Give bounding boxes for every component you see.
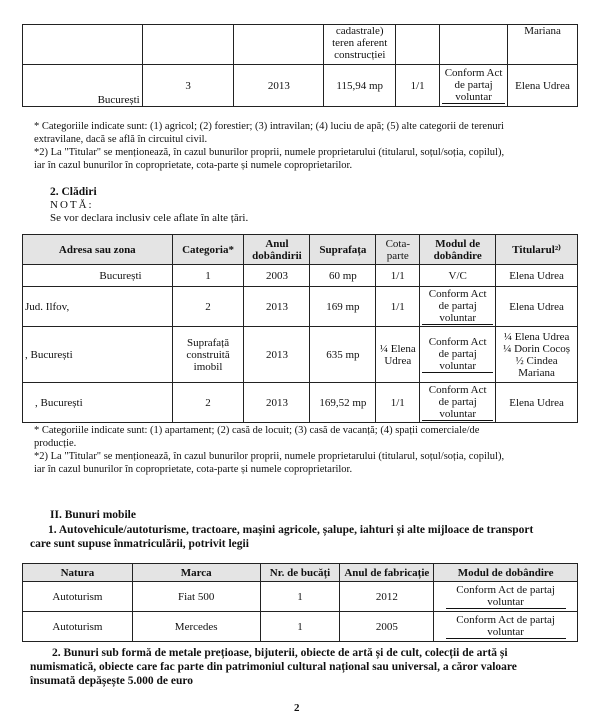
header-modul: Modul de dobândire [434,564,578,582]
footnote-land: * Categoriile indicate sunt: (1) agricol; (2) forestier; (3) intravilan; (4) luciu de apă; (5) alte categorii de terenuri extravilane, dacă se află în circuitul civil. *2) La "Titular" se menționează, în cazul bunurilor proprii, numele proprietarului (titularul, soțul/soția, copilul), iar în cazul bunurilor în coproprietate, cota-parte și numele coproprietarilor. [34,121,505,171]
cell-cota: 1/1 [376,265,420,287]
cell-adresa: București [23,265,173,287]
footnote-buildings: * Categoriile indicate sunt: (1) apartament; (2) casă de locuit; (3) casă de vacanță; (4) spații comerciale/de producție. *2) La "Titular" se menționează, în cazul bunurilor proprii, numele proprietarului (titularul, soțul/soția, copilul), iar în cazul bunurilor în coproprietate, cota-parte și numele coproprietarilor. [34,425,505,475]
cell-categoria: 3 [142,65,234,107]
cell-modul: V/C [420,265,496,287]
cell-suprafata: 635 mp [310,327,376,383]
land-table-continuation [22,24,578,107]
table-row [23,383,578,423]
cell-cota: 1/1 [396,65,440,107]
cell-modul: Conform Act de partaj voluntar [440,65,508,107]
cell-cota: 1/1 [376,287,420,327]
cell-categoria [142,25,234,65]
table-header-row [23,564,578,582]
cell-modul: Conform Act de partaj voluntar [434,612,578,642]
cell-titular: ¼ Elena Udrea ¼ Dorin Cocoș ½ Cindea Mariana [496,327,578,383]
cell-anul: 2005 [340,612,434,642]
table-row [23,287,578,327]
cell-categoria: 1 [172,265,244,287]
cell-suprafata: 169,52 mp [310,383,376,423]
cell-anul: 2003 [244,265,310,287]
page-number: 2 [294,702,300,714]
cell-suprafata: 115,94 mp [324,65,396,107]
header-categoria: Categoria* [172,235,244,265]
table-row [23,612,578,642]
cell-nr: 1 [260,582,340,612]
header-natura: Natura [23,564,133,582]
cell-cota [396,25,440,65]
section-title-bunuri-mobile: II. Bunuri mobile [50,509,136,521]
cell-titular: Elena Udrea [496,265,578,287]
cell-cota: 1/1 [376,383,420,423]
cell-titular: Elena Udrea [496,287,578,327]
table-row [23,265,578,287]
cell-categoria: Suprafață construită imobil [172,327,244,383]
nota-label: NOTĂ: [50,199,94,211]
header-marca: Marca [132,564,260,582]
table-row [23,25,578,65]
cell-suprafata: cadastrale) teren aferent construcției [324,25,396,65]
cell-natura: Autoturism [23,612,133,642]
header-anul-fabricatie: Anul de fabricație [340,564,434,582]
cell-adresa: , București [23,327,173,383]
header-suprafata: Suprafața [310,235,376,265]
cell-anul: 2013 [244,287,310,327]
cell-cota: ¼ Elena Udrea [376,327,420,383]
cell-marca: Fiat 500 [132,582,260,612]
cell-anul: 2013 [244,383,310,423]
cell-suprafata: 169 mp [310,287,376,327]
cell-adresa: , București [23,383,173,423]
subsection-title-bunuri-pretioase: 2. Bunuri sub formă de metale prețioase, bijuterii, obiecte de artă și de cult, colecții de artă și numismatică, obiecte care fac parte din patrimoniul cultural național sau universal, a căror valoare însumată depășește 5.000 de euro [30,647,517,687]
cell-modul [440,25,508,65]
table-header-row [23,235,578,265]
cell-anul: 2013 [234,65,324,107]
cell-modul: Conform Act de partaj voluntar [420,383,496,423]
cell-modul: Conform Act de partaj voluntar [420,327,496,383]
cell-titular: Elena Udrea [508,65,578,107]
table-row [23,327,578,383]
cell-modul: Conform Act de partaj voluntar [420,287,496,327]
header-anul: Anul dobândirii [244,235,310,265]
cell-marca: Mercedes [132,612,260,642]
cell-categoria: 2 [172,383,244,423]
cell-titular: Elena Udrea [496,383,578,423]
cell-categoria: 2 [172,287,244,327]
cell-nr: 1 [260,612,340,642]
cell-anul [234,25,324,65]
header-modul: Modul de dobândire [420,235,496,265]
subsection-title-autovehicule: 1. Autovehicule/autoturisme, tractoare, mașini agricole, șalupe, iahturi și alte mijloace de transport care sunt supuse înmatriculării, potrivit legii [30,524,534,550]
cell-suprafata: 60 mp [310,265,376,287]
table-row [23,65,578,107]
cell-titular: Mariana [508,25,578,65]
section-title-cladiri: 2. Clădiri [50,186,97,198]
nota-text: Se vor declara inclusiv cele aflate în alte țări. [50,212,249,224]
cell-adresa [23,25,143,65]
vehicles-table [22,563,578,642]
cell-anul: 2012 [340,582,434,612]
table-row [23,582,578,612]
cell-anul: 2013 [244,327,310,383]
cell-adresa: Jud. Ilfov, [23,287,173,327]
cell-modul: Conform Act de partaj voluntar [434,582,578,612]
header-adresa: Adresa sau zona [23,235,173,265]
header-nr-bucati: Nr. de bucăți [260,564,340,582]
header-cota: Cota-parte [376,235,420,265]
buildings-table [22,234,578,423]
cell-natura: Autoturism [23,582,133,612]
cell-adresa: București [23,65,143,107]
header-titular: Titularul²⁾ [496,235,578,265]
